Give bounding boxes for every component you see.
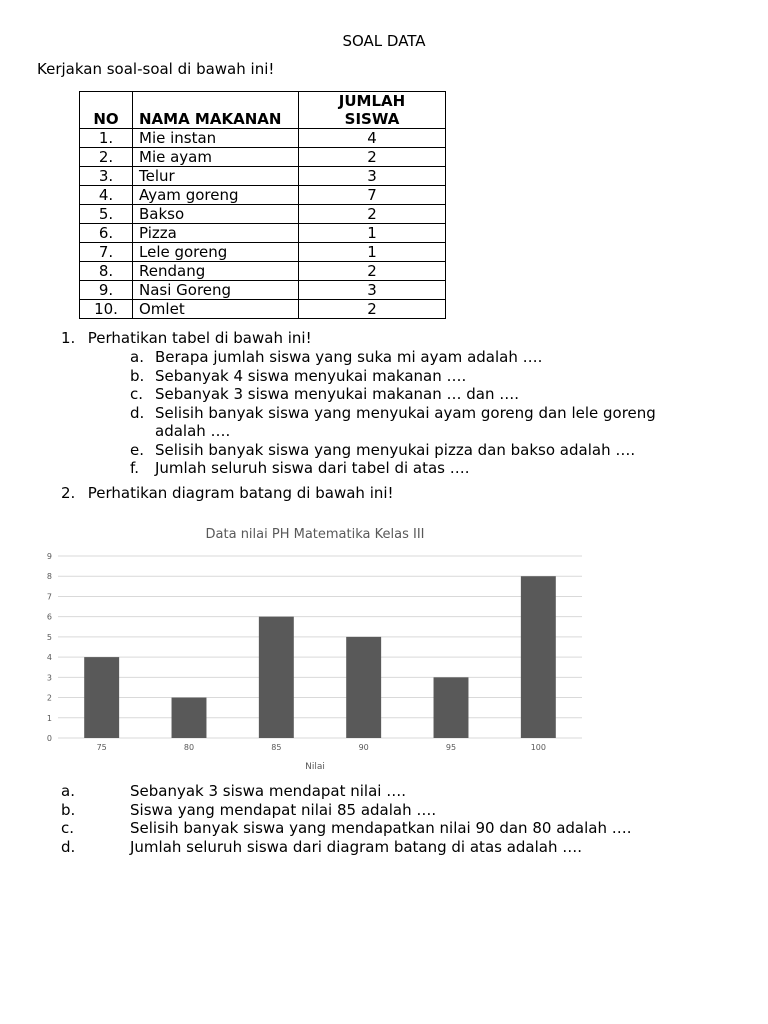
item-text: Jumlah seluruh siswa dari tabel di atas ….	[155, 459, 470, 477]
bar-90	[346, 637, 381, 738]
table-row	[80, 300, 446, 319]
header-no: NO	[80, 92, 133, 129]
x-tick-label: 90	[358, 743, 369, 752]
question-1	[61, 329, 312, 347]
chart-gridlines	[58, 556, 582, 738]
y-tick-label: 8	[46, 572, 52, 582]
table-row	[80, 186, 446, 205]
cell-no: 3.	[80, 167, 133, 186]
food-table	[79, 91, 446, 319]
y-tick-label: 1	[46, 713, 52, 723]
list-item	[130, 348, 730, 367]
question-2-items	[61, 782, 741, 856]
bar-95	[434, 677, 469, 738]
x-tick-label: 80	[183, 743, 195, 752]
item-text: Selisih banyak siswa yang menyukai ayam goreng dan lele goreng	[155, 403, 656, 422]
bar-100	[521, 576, 556, 738]
list-item	[130, 459, 730, 478]
question-2-text: Perhatikan diagram batang di bawah ini!	[87, 484, 394, 502]
question-2	[61, 484, 394, 502]
question-2-number: 2.	[61, 484, 76, 502]
chart-x-label: Nilai	[305, 762, 325, 772]
table-header-row	[80, 92, 446, 129]
table-body	[80, 129, 446, 319]
cell-no: 8.	[80, 262, 133, 281]
list-item	[61, 801, 741, 820]
question-1-text: Perhatikan tabel di bawah ini!	[87, 329, 312, 347]
item-letter: c.	[61, 819, 75, 837]
cell-no: 6.	[80, 224, 133, 243]
list-item	[130, 404, 730, 423]
table-row	[80, 129, 446, 148]
item-text: Jumlah seluruh siswa dari diagram batang di atas adalah ….	[130, 837, 583, 856]
chart-x-ticks	[97, 743, 546, 752]
cell-count: 1	[299, 224, 446, 243]
cell-name: Mie instan	[133, 129, 299, 148]
y-tick-label: 7	[46, 592, 52, 602]
cell-count: 2	[299, 148, 446, 167]
cell-count: 3	[299, 281, 446, 300]
cell-count: 7	[299, 186, 446, 205]
list-item	[61, 838, 741, 857]
y-tick-label: 5	[46, 632, 52, 642]
x-tick-label: 100	[530, 743, 546, 752]
list-item	[130, 385, 730, 404]
y-tick-label: 3	[46, 673, 52, 683]
list-item	[61, 782, 741, 801]
cell-name: Telur	[133, 167, 299, 186]
cell-no: 10.	[80, 300, 133, 319]
question-1-items	[130, 348, 730, 478]
item-text: Sebanyak 4 siswa menyukai makanan ….	[155, 366, 467, 385]
item-letter: e.	[130, 440, 144, 459]
cell-no: 2.	[80, 148, 133, 167]
item-letter: a.	[130, 348, 144, 366]
bar-chart	[30, 516, 600, 776]
y-tick-label: 6	[46, 612, 52, 622]
chart-title: Data nilai PH Matematika Kelas III	[205, 527, 425, 542]
cell-name: Ayam goreng	[133, 186, 299, 205]
header-count	[299, 92, 446, 129]
table-row	[80, 205, 446, 224]
cell-name: Lele goreng	[133, 243, 299, 262]
item-text: Selisih banyak siswa yang menyukai pizza dan bakso adalah ….	[155, 440, 636, 459]
item-letter: d.	[130, 403, 145, 422]
cell-count: 2	[299, 300, 446, 319]
item-letter: f.	[130, 459, 139, 477]
item-text: Sebanyak 3 siswa menyukai makanan … dan ….	[155, 385, 520, 403]
cell-no: 4.	[80, 186, 133, 205]
cell-no: 9.	[80, 281, 133, 300]
header-count-line2: SISWA	[344, 110, 400, 128]
cell-name: Omlet	[133, 300, 299, 319]
instruction-text: Kerjakan soal-soal di bawah ini!	[37, 60, 275, 78]
list-item-continuation	[130, 422, 730, 441]
table-row	[80, 167, 446, 186]
cell-no: 5.	[80, 205, 133, 224]
cell-count: 4	[299, 129, 446, 148]
question-1-number: 1.	[61, 329, 76, 347]
cell-name: Pizza	[133, 224, 299, 243]
y-tick-label: 9	[46, 552, 52, 561]
cell-no: 1.	[80, 129, 133, 148]
header-name: NAMA MAKANAN	[133, 92, 299, 129]
list-item	[61, 819, 741, 838]
x-tick-label: 85	[271, 743, 282, 752]
header-count-line1: JUMLAH	[338, 92, 406, 110]
bar-75	[84, 657, 119, 738]
item-text: adalah ….	[155, 422, 231, 440]
cell-count: 1	[299, 243, 446, 262]
item-letter: d.	[61, 837, 76, 856]
item-letter: a.	[61, 782, 75, 800]
cell-no: 7.	[80, 243, 133, 262]
item-text: Sebanyak 3 siswa mendapat nilai ….	[130, 782, 406, 800]
bar-80	[172, 698, 207, 738]
cell-count: 2	[299, 262, 446, 281]
document-title: SOAL DATA	[342, 32, 426, 50]
item-text: Selisih banyak siswa yang mendapatkan nilai 90 dan 80 adalah ….	[130, 819, 632, 837]
item-letter: c.	[130, 385, 144, 403]
item-letter: b.	[130, 366, 145, 385]
x-tick-label: 75	[96, 743, 107, 752]
item-text: Berapa jumlah siswa yang suka mi ayam adalah ….	[155, 348, 543, 366]
cell-name: Mie ayam	[133, 148, 299, 167]
x-tick-label: 95	[445, 743, 457, 752]
table-row	[80, 262, 446, 281]
cell-name: Rendang	[133, 262, 299, 281]
y-tick-label: 0	[46, 734, 52, 743]
table-row	[80, 243, 446, 262]
cell-count: 2	[299, 205, 446, 224]
cell-count: 3	[299, 167, 446, 186]
chart-y-ticks	[47, 552, 52, 743]
list-item	[130, 441, 730, 460]
cell-name: Bakso	[133, 205, 299, 224]
item-letter: b.	[61, 800, 76, 819]
y-tick-label: 4	[46, 653, 52, 663]
table-row	[80, 148, 446, 167]
table-row	[80, 224, 446, 243]
item-text: Siswa yang mendapat nilai 85 adalah ….	[130, 800, 437, 819]
cell-name: Nasi Goreng	[133, 281, 299, 300]
list-item	[130, 367, 730, 386]
bar-85	[259, 617, 294, 738]
y-tick-label: 2	[46, 693, 52, 703]
table-row	[80, 281, 446, 300]
